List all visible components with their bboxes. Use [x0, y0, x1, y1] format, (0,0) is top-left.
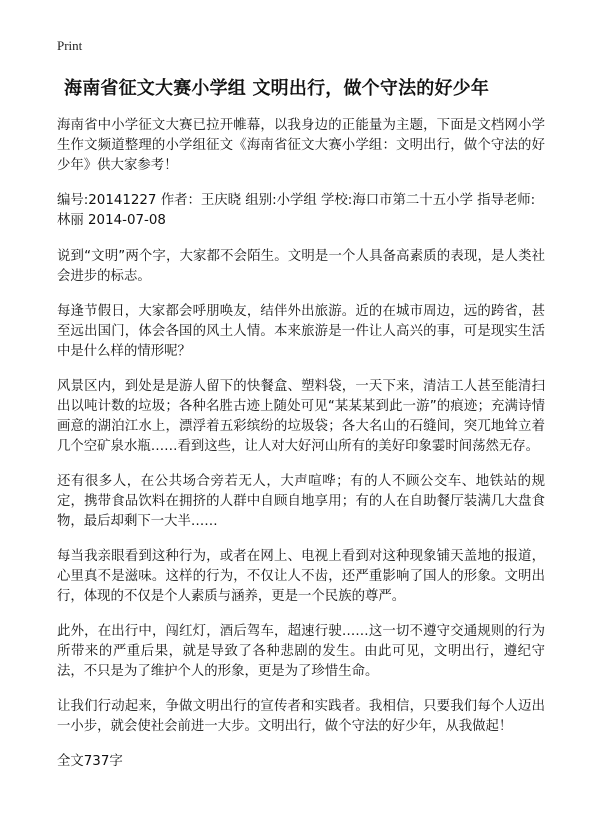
article-intro: 海南省中小学征文大赛已拉开帷幕，以我身边的正能量为主题，下面是文档网小学生作文频道整理的小学组征文《海南省征文大赛小学组：文明出行，做个守法的好少年》供大家参考！	[57, 118, 545, 173]
document-page	[57, 38, 545, 772]
article-title: 海南省征文大赛小学组 文明出行，做个守法的好少年	[64, 78, 490, 99]
paragraph-2: 每逢节假日，大家都会呼朋唤友，结伴外出旅游。近的在城市周边，远的跨省，甚至远出国门，体会各国的风土人情。本来旅游是一件让人高兴的事，可是现实生活中是什么样的情形呢？	[57, 304, 545, 359]
paragraph-5: 每当我亲眼看到这种行为，或者在网上、电视上看到对这种现象铺天盖地的报道，心里真不是滋味。这样的行为，不仅让人不齿，还严重影响了国人的形象。文明出行，体现的不仅是个人素质与涵养，更是一个民族的尊严。	[57, 549, 545, 604]
paragraph-1: 说到“文明”两个字，大家都不会陌生。文明是一个人具备高素质的表现，是人类社会进步的标志。	[57, 249, 545, 284]
paragraph-3: 风景区内，到处是是游人留下的快餐盒、塑料袋，一天下来，清洁工人甚至能清扫出以吨计数的垃圾；各种名胜古迹上随处可见“某某某到此一游”的痕迹；充满诗情画意的湖泊江水上，漂浮着五彩缤纷的垃圾袋；各大名山的石缝间，突兀地耸立着几个空矿泉水瓶……看到这些，让人对大好河山所有的美好印象霎时间荡然无存。	[57, 379, 545, 454]
paragraph-6: 此外，在出行中，闯红灯，酒后驾车，超速行驶……这一切不遵守交通规则的行为所带来的严重后果，就是导致了各种悲剧的发生。由此可见，文明出行，遵纪守法，不只是为了维护个人的形象，更是为了珍惜生命。	[57, 624, 545, 679]
paragraph-4: 还有很多人，在公共场合旁若无人，大声喧哗；有的人不顾公交车、地铁站的规定，携带食品饮料在拥挤的人群中自顾自地享用；有的人在自助餐厅装满几大盘食物，最后却剩下一大半……	[57, 474, 545, 529]
article-meta: 编号:20141227 作者：王庆晓 组别:小学组 学校:海口市第二十五小学 指导老师:林丽 2014-07-08	[57, 193, 536, 228]
paragraph-7: 让我们行动起来，争做文明出行的宣传者和实践者。我相信，只要我们每个人迈出一小步，就会使社会前进一大步。文明出行，做个守法的好少年，从我做起！	[57, 699, 545, 734]
print-link[interactable]: Print	[57, 38, 83, 53]
word-count: 全文737字	[57, 754, 123, 769]
